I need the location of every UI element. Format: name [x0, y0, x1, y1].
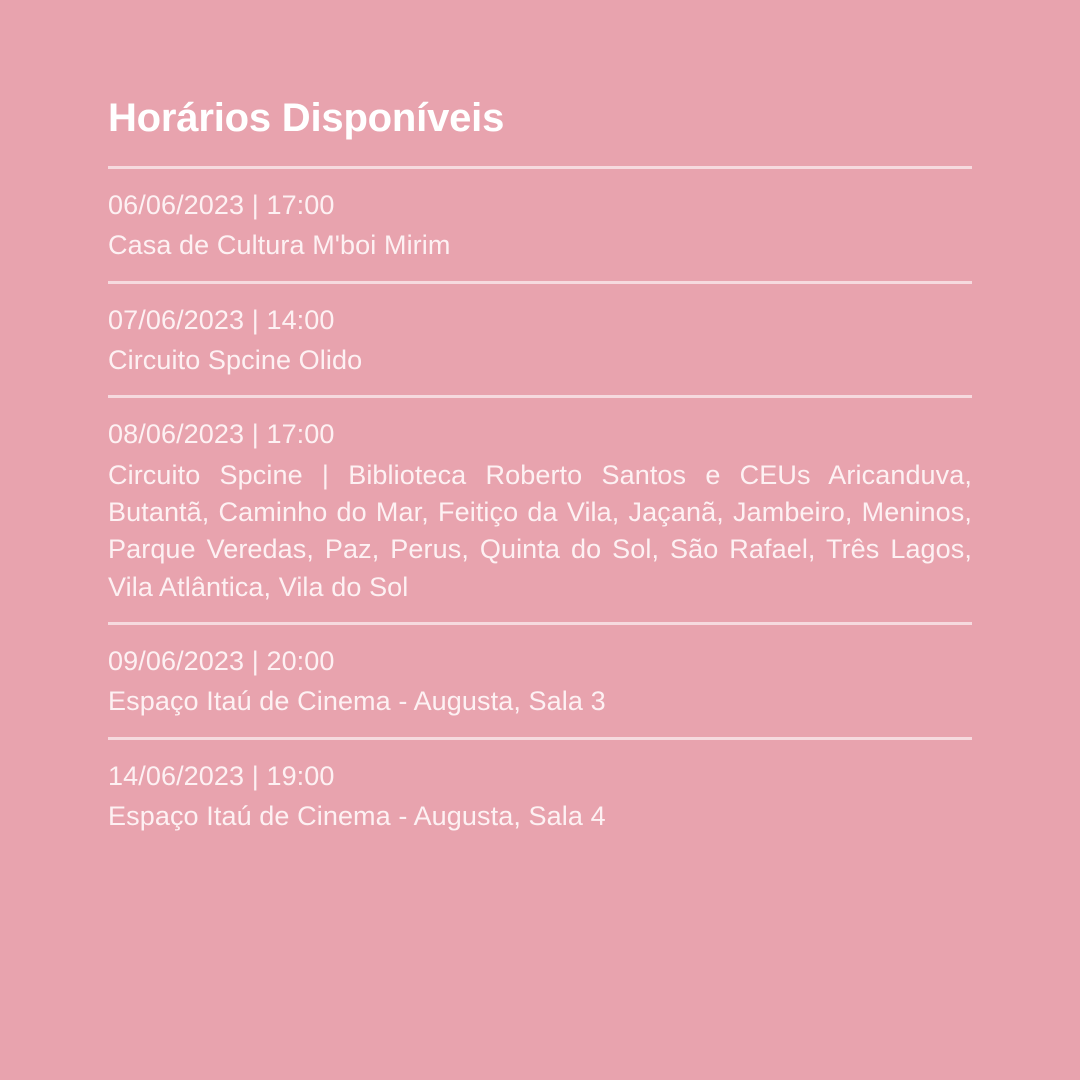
- session-datetime: 09/06/2023 | 20:00: [108, 645, 335, 676]
- session-venue: Circuito Spcine Olido: [108, 345, 363, 376]
- list-item: [108, 169, 972, 281]
- page-title: Horários Disponíveis: [108, 96, 505, 140]
- session-datetime: 08/06/2023 | 17:00: [108, 419, 335, 450]
- divider-1: [108, 281, 972, 284]
- session-datetime: 07/06/2023 | 14:00: [108, 304, 335, 335]
- session-venue: Casa de Cultura M'boi Mirim: [108, 230, 451, 261]
- session-datetime: 06/06/2023 | 17:00: [108, 190, 335, 220]
- session-venue: Espaço Itaú de Cinema - Augusta, Sala 4: [108, 800, 606, 831]
- divider-4: [108, 737, 972, 740]
- divider-top: [108, 166, 972, 169]
- list-item: [108, 398, 972, 621]
- session-venue: Circuito Spcine | Biblioteca Roberto Santos e CEUs Aricanduva, Butantã, Caminho do Mar, Feitiço da Vila, Jaçanã, Jambeiro, Meninos, Parque Veredas, Paz, Perus, Quinta do Sol, São Rafael, Três Lagos, Vila Atlântica, Vila do Sol: [108, 459, 972, 602]
- list-item: [108, 284, 972, 396]
- divider-2: [108, 395, 972, 398]
- list-item: [108, 625, 972, 737]
- session-venue: Espaço Itaú de Cinema - Augusta, Sala 3: [108, 686, 606, 717]
- session-datetime: 14/06/2023 | 19:00: [108, 760, 335, 791]
- list-item: [108, 740, 972, 852]
- divider-3: [108, 622, 972, 625]
